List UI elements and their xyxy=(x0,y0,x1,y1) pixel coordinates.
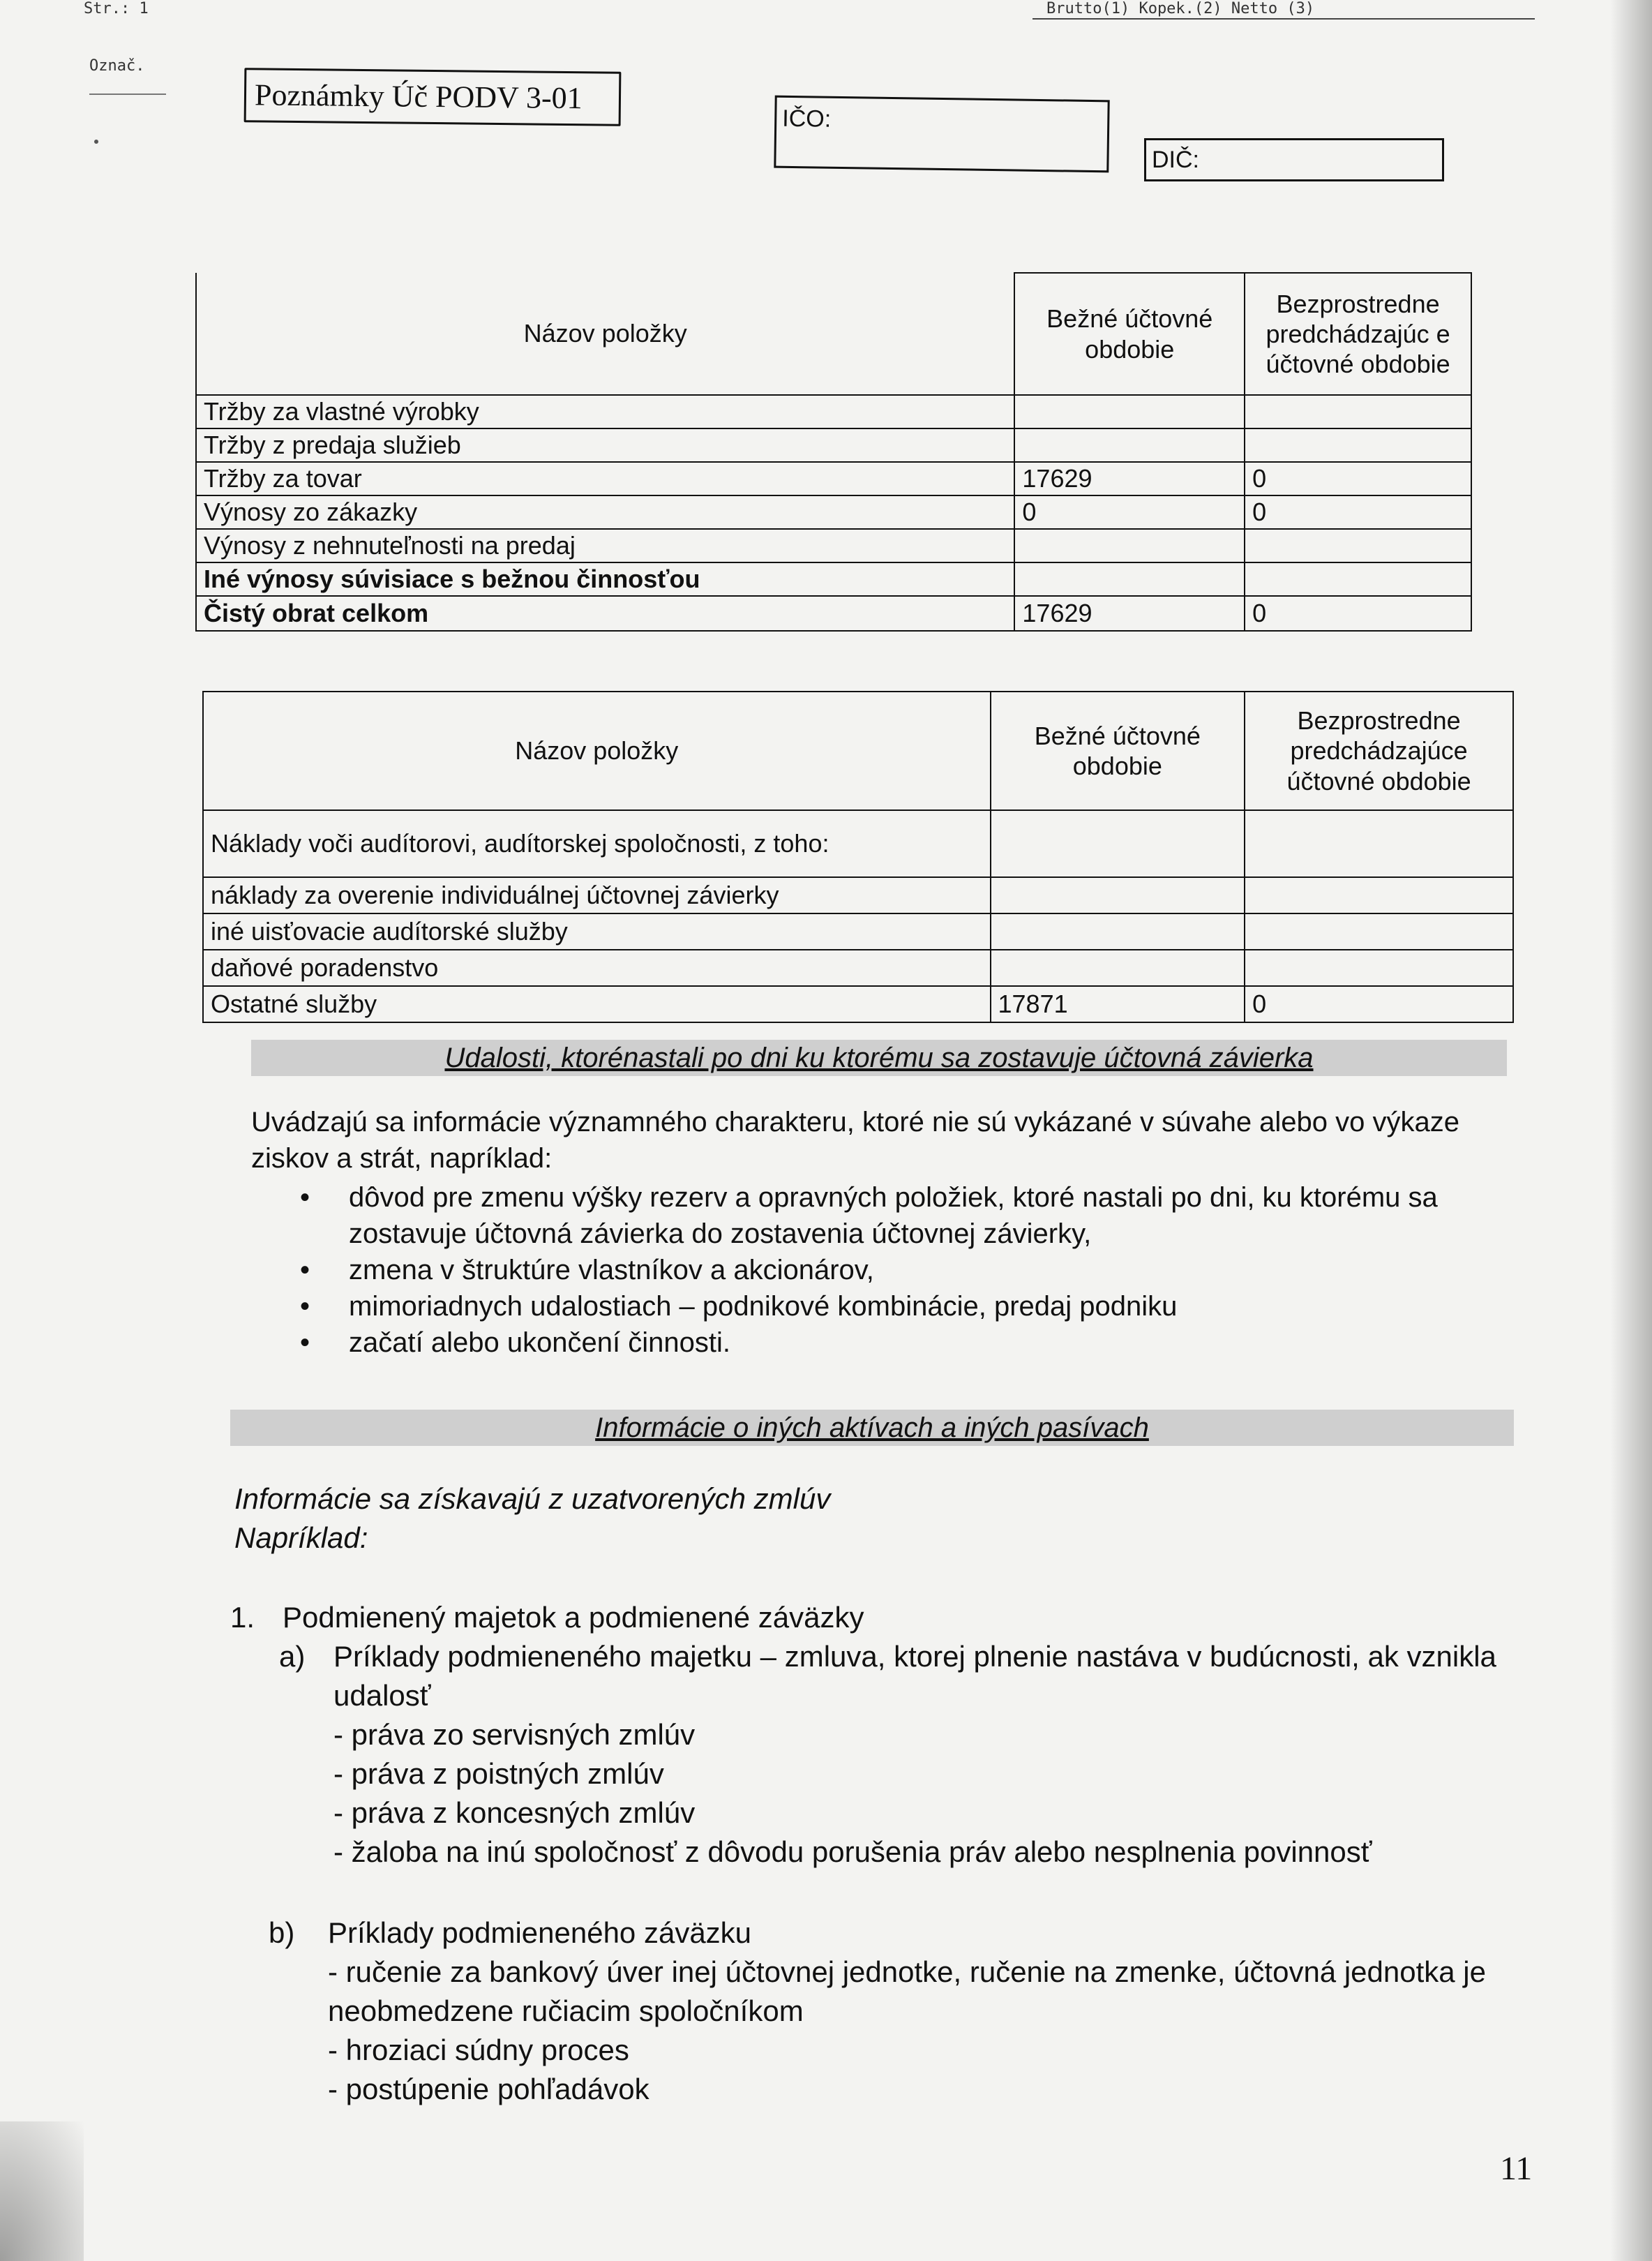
page-counter: Str.: 1 xyxy=(84,0,149,17)
list-item: - práva z koncesných zmlúv xyxy=(333,1796,696,1829)
table2-header-current: Bežné účtovné obdobie xyxy=(991,692,1245,810)
table2-row-current[interactable]: 17871 xyxy=(991,986,1245,1022)
oznac-label: Označ. xyxy=(89,57,145,75)
events-bullet-list xyxy=(349,1179,1493,1361)
table1-header-current: Bežné účtovné obdobie xyxy=(1014,273,1245,395)
table1-row-prev[interactable]: 0 xyxy=(1245,462,1471,495)
intro-line: Informácie sa získavajú z uzatvorených zmlúv xyxy=(234,1482,831,1515)
item-a-text: Príklady podmieneného majetku – zmluva, ktorej plnenie nastáva v budúcnosti, ak vznikla udalosť xyxy=(333,1640,1496,1712)
ico-label: IČO: xyxy=(782,105,832,133)
table1-total-name: Čistý obrat celkom xyxy=(196,596,1014,631)
top-column-labels: Brutto(1) Koрek.(2) Netto (3) xyxy=(1046,0,1315,17)
table1-total-current[interactable]: 17629 xyxy=(1014,596,1245,631)
revenue-table xyxy=(195,272,1472,632)
table2-row-current[interactable] xyxy=(991,877,1245,913)
list-item: - práva zo servisných zmlúv xyxy=(333,1718,696,1751)
list-item: - ručenie za bankový úver inej účtovnej jednotke, ručenie na zmenke, účtovná jednotka je neobmedzene ručiacim spoločníkom xyxy=(328,1955,1486,2027)
section-heading-other-assets xyxy=(230,1410,1514,1446)
table1-row-prev[interactable] xyxy=(1245,395,1471,428)
list-item: - žaloba na inú spoločnosť z dôvodu porušenia práv alebo nesplnenia povinnosť xyxy=(333,1835,1372,1868)
table1-row-prev[interactable]: 0 xyxy=(1245,495,1471,529)
table1-row-name: Iné výnosy súvisiace s bežnou činnosťou xyxy=(196,562,1014,596)
table2-row-current[interactable] xyxy=(991,810,1245,877)
list-item: • dôvod pre zmenu výšky rezerv a opravných položiek, ktoré nastali po dni, ku ktorému sa zostavuje účtovná závierka do zostavenia účtovnej závierky, xyxy=(349,1179,1493,1252)
list-item: • začatí alebo ukončení činnosti. xyxy=(349,1324,1493,1361)
audit-costs-table xyxy=(202,691,1514,1023)
table2-header-prev: Bezprostredne predchádzajúce účtovné obdobie xyxy=(1245,692,1513,810)
table1-row-name: Tržby z predaja služieb xyxy=(196,428,1014,462)
oznac-rule xyxy=(89,94,166,95)
form-title: Poznámky Úč PODV 3-01 xyxy=(244,68,622,126)
dic-label: DIČ: xyxy=(1152,147,1199,173)
margin-dot xyxy=(94,140,98,144)
table2-row-current[interactable] xyxy=(991,913,1245,950)
table2-row-name: náklady za overenie individuálnej účtovnej závierky xyxy=(203,877,991,913)
table1-row-name: Tržby za vlastné výrobky xyxy=(196,395,1014,428)
list-item: - práva z poistných zmlúv xyxy=(333,1757,664,1790)
table1-row-name: Výnosy zo zákazky xyxy=(196,495,1014,529)
table1-row-prev[interactable] xyxy=(1245,562,1471,596)
table1-row-current[interactable] xyxy=(1014,395,1245,428)
item-number: 1. xyxy=(230,1601,255,1634)
table1-row-current[interactable]: 17629 xyxy=(1014,462,1245,495)
table2-row-prev[interactable] xyxy=(1245,877,1513,913)
section-heading-events-text: Udalosti, ktorénastali po dni ku ktorému sa zostavuje účtovná závierka xyxy=(444,1043,1314,1073)
contingent-list xyxy=(230,1598,1556,2109)
table2-row-prev[interactable]: 0 xyxy=(1245,986,1513,1022)
table1-row-current[interactable] xyxy=(1014,529,1245,562)
table1-row-name: Výnosy z nehnuteľnosti na predaj xyxy=(196,529,1014,562)
item-label-b: b) xyxy=(269,1916,295,1949)
table1-row-current[interactable]: 0 xyxy=(1014,495,1245,529)
table2-row-name: daňové poradenstvo xyxy=(203,950,991,986)
table1-row-name: Tržby za tovar xyxy=(196,462,1014,495)
page-number: 11 xyxy=(1500,2150,1533,2187)
table1-header-prev: Bezprostredne predchádzajúc e účtovné obdobie xyxy=(1245,273,1471,395)
table2-row-current[interactable] xyxy=(991,950,1245,986)
item-b-text: Príklady podmieneného záväzku xyxy=(328,1916,752,1949)
table2-row-prev[interactable] xyxy=(1245,810,1513,877)
table1-row-current[interactable] xyxy=(1014,428,1245,462)
other-assets-intro xyxy=(234,1479,830,1558)
scan-shadow-bottom-left xyxy=(0,2121,84,2261)
table2-header-name: Názov položky xyxy=(203,692,991,810)
ico-field[interactable] xyxy=(774,96,1109,173)
section-heading-other-assets-text: Informácie o iných aktívach a iných pasívach xyxy=(595,1412,1149,1443)
table1-total-prev[interactable]: 0 xyxy=(1245,596,1471,631)
table2-row-name: Náklady voči audítorovi, audítorskej spoločnosti, z toho: xyxy=(203,810,991,877)
events-intro: Uvádzajú sa informácie významného charakteru, ktoré nie sú vykázané v súvahe alebo vo výkaze ziskov a strát, napríklad: xyxy=(251,1107,1460,1174)
table1-row-prev[interactable] xyxy=(1245,428,1471,462)
table2-row-name: iné uisťovacie audítorské služby xyxy=(203,913,991,950)
top-rule xyxy=(1032,18,1535,20)
list-item: • zmena v štruktúre vlastníkov a akcionárov, xyxy=(349,1252,1493,1288)
list-item: - hroziaci súdny proces xyxy=(328,2034,629,2066)
table1-header-name: Názov položky xyxy=(196,273,1014,395)
item-label-a: a) xyxy=(279,1640,306,1673)
table2-row-prev[interactable] xyxy=(1245,913,1513,950)
list-item: - postúpenie pohľadávok xyxy=(328,2073,649,2105)
intro-line: Napríklad: xyxy=(234,1521,368,1554)
scan-shadow-right xyxy=(1610,0,1652,2261)
table2-row-prev[interactable] xyxy=(1245,950,1513,986)
dic-field[interactable] xyxy=(1144,138,1444,181)
section-heading-events xyxy=(251,1040,1507,1076)
table2-row-name: Ostatné služby xyxy=(203,986,991,1022)
list-item: • mimoriadnych udalostiach – podnikové kombinácie, predaj podniku xyxy=(349,1288,1493,1324)
table1-row-prev[interactable] xyxy=(1245,529,1471,562)
table1-row-current[interactable] xyxy=(1014,562,1245,596)
item-title: Podmienený majetok a podmienené záväzky xyxy=(283,1601,864,1634)
